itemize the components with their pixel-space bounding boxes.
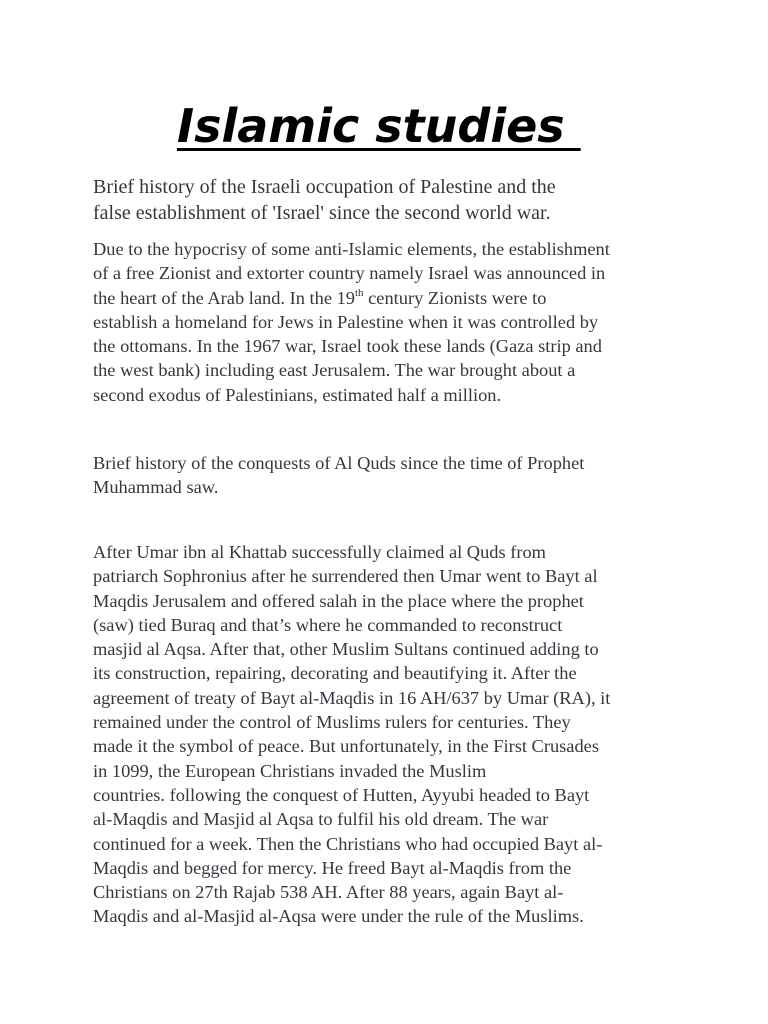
- paragraph-line: made it the symbol of peace. But unfortunately, in the First Crusades: [93, 736, 599, 757]
- paragraph-line: the west bank) including east Jerusalem. The war brought about a: [93, 360, 576, 381]
- paragraph-line: countries. following the conquest of Hutten, Ayyubi headed to Bayt: [93, 784, 590, 805]
- page-title: Islamic studies: [177, 99, 581, 153]
- paragraph-al-quds-history: [93, 540, 683, 929]
- paragraph-line: masjid al Aqsa. After that, other Muslim Sultans continued adding to: [93, 639, 599, 660]
- paragraph-line: its construction, repairing, decorating and beautifying it. After the: [93, 663, 577, 684]
- paragraph-line: Maqdis and begged for mercy. He freed Bayt al-Maqdis from the: [93, 857, 572, 878]
- subtitle-line: Brief history of the Israeli occupation of Palestine and the: [93, 176, 556, 198]
- paragraph-line: the ottomans. In the 1967 war, Israel took these lands (Gaza strip and: [93, 336, 602, 357]
- paragraph-line: establish a homeland for Jews in Palestine when it was controlled by: [93, 311, 599, 332]
- paragraph-line: second exodus of Palestinians, estimated half a million.: [93, 384, 502, 405]
- subtitle: [93, 174, 653, 226]
- paragraph-line: [93, 286, 683, 310]
- ordinal-superscript: th: [354, 286, 364, 299]
- paragraph-line: Christians on 27th Rajab 538 AH. After 88 years, again Bayt al-: [93, 882, 564, 903]
- paragraph-line: Brief history of the conquests of Al Quds since the time of Prophet: [93, 453, 585, 473]
- paragraph-line: of a free Zionist and extorter country namely Israel was announced in: [93, 263, 606, 284]
- paragraph-line: agreement of treaty of Bayt al-Maqdis in 16 AH/637 by Umar (RA), it: [93, 687, 611, 708]
- paragraph-line: Maqdis Jerusalem and offered salah in the place where the prophet: [93, 590, 584, 611]
- paragraph-line: in 1099, the European Christians invaded the Muslim: [93, 760, 487, 781]
- paragraph-line: After Umar ibn al Khattab successfully claimed al Quds from: [93, 542, 546, 562]
- text-run: century Zionists were to: [363, 287, 547, 308]
- paragraph-line: remained under the control of Muslims rulers for centuries. They: [93, 712, 571, 733]
- paragraph-line: Maqdis and al-Masjid al-Aqsa were under the rule of the Muslims.: [93, 906, 584, 927]
- subtitle-line: false establishment of 'Israel' since the second world war.: [93, 202, 551, 224]
- paragraph-line: Due to the hypocrisy of some anti-Islamic elements, the establishment: [93, 239, 610, 259]
- paragraph-line: continued for a week. Then the Christians who had occupied Bayt al-: [93, 833, 603, 854]
- paragraph-occupation: [93, 237, 683, 407]
- paragraph-line: al-Maqdis and Masjid al Aqsa to fulfil his old dream. The war: [93, 809, 549, 830]
- text-run: the heart of the Arab land. In the 19: [93, 287, 355, 308]
- paragraph-line: (saw) tied Buraq and that’s where he commanded to reconstruct: [93, 614, 563, 635]
- paragraph-conquests-heading: [93, 451, 683, 500]
- paragraph-line: patriarch Sophronius after he surrendered then Umar went to Bayt al: [93, 566, 598, 587]
- paragraph-line: Muhammad saw.: [93, 477, 219, 498]
